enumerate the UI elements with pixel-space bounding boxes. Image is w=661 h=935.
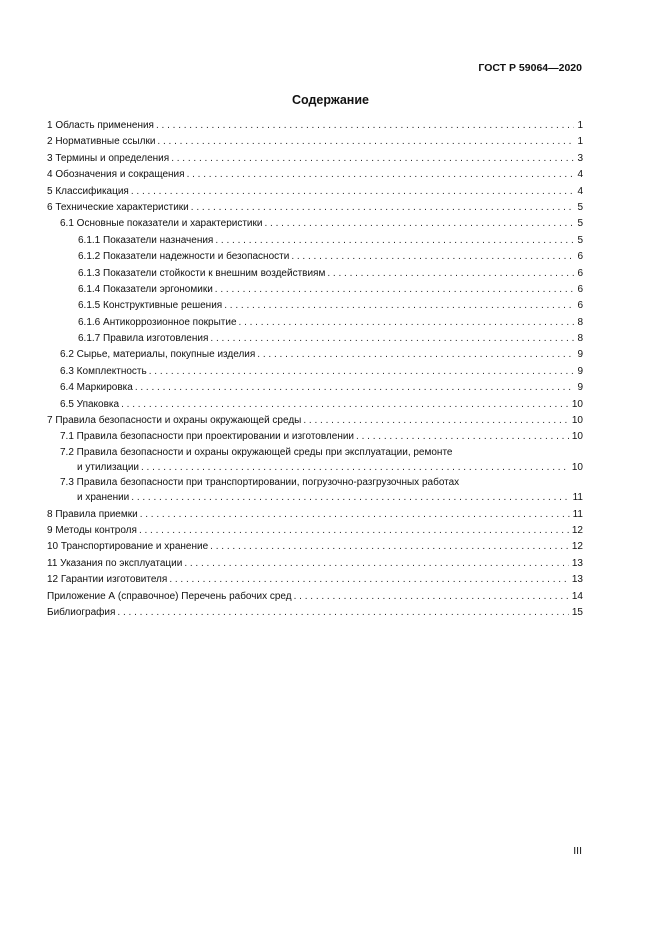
toc-entry-title: 6.1.2 Показатели надежности и безопасности (78, 249, 291, 265)
toc-entry-page: 15 (569, 605, 583, 621)
toc-entry-title: 7.1 Правила безопасности при проектировании и изготовлении (60, 429, 356, 445)
leader-dots (215, 233, 574, 249)
toc-entry-page: 5 (574, 216, 583, 232)
leader-dots (327, 266, 574, 282)
leader-dots (169, 572, 569, 588)
toc-entry-title: 6.1.1 Показатели назначения (78, 233, 215, 249)
leader-dots (210, 539, 569, 555)
toc-entry-page: 10 (569, 397, 583, 413)
toc-entry[interactable] (47, 539, 583, 555)
toc-entry[interactable] (47, 331, 583, 347)
toc-entry-title: 10 Транспортирование и хранение (47, 539, 210, 555)
leader-dots (187, 167, 575, 183)
toc-entry-page: 10 (569, 460, 583, 476)
toc-entry[interactable] (47, 572, 583, 588)
page-title: Содержание (291, 93, 369, 107)
toc-entry-title: 5 Классификация (47, 184, 131, 200)
toc-entry-title: Библиография (47, 605, 117, 621)
toc-entry[interactable] (47, 233, 583, 249)
toc-entry-title: 6.4 Маркировка (60, 380, 135, 396)
toc-entry-page: 9 (574, 347, 583, 363)
leader-dots (291, 249, 574, 265)
toc-entry-page: 10 (569, 413, 583, 429)
toc-entry-page: 5 (574, 200, 583, 216)
toc-entry-title: 7.3 Правила безопасности при транспортировании, погрузочно-разгрузочных работах (60, 477, 460, 489)
toc-entry-page: 3 (574, 151, 583, 167)
toc-entry-title: 7 Правила безопасности и охраны окружающей среды (47, 413, 303, 429)
toc-entry-title: 8 Правила приемки (47, 507, 140, 523)
toc-entry-title: 6.2 Сырье, материалы, покупные изделия (60, 347, 257, 363)
toc-entry-page: 13 (569, 556, 583, 572)
toc-entry-page: 12 (569, 523, 583, 539)
leader-dots (157, 134, 574, 150)
toc-entry-title: 11 Указания по эксплуатации (47, 556, 184, 572)
toc-entry-title: 6.1.7 Правила изготовления (78, 331, 210, 347)
toc-entry-page: 4 (574, 184, 583, 200)
leader-dots (171, 151, 574, 167)
toc-entry-title-continued: и хранении (77, 490, 131, 506)
toc-entry[interactable] (47, 507, 583, 523)
leader-dots (239, 315, 575, 331)
toc-entry[interactable] (47, 413, 583, 429)
toc-entry[interactable] (47, 266, 583, 282)
toc-entry-title: 12 Гарантии изготовителя (47, 572, 169, 588)
toc-entry-title: 4 Обозначения и сокращения (47, 167, 187, 183)
toc-entry[interactable] (47, 446, 583, 476)
toc-entry-title: 6.5 Упаковка (60, 397, 121, 413)
toc-entry[interactable] (47, 476, 583, 506)
toc-entry[interactable] (47, 167, 583, 183)
toc-entry-title: 6.1.6 Антикоррозионное покрытие (78, 315, 239, 331)
table-of-contents (47, 118, 583, 621)
toc-entry-page: 14 (569, 589, 583, 605)
leader-dots (257, 347, 574, 363)
toc-entry-page: 12 (569, 539, 583, 555)
leader-dots (131, 490, 569, 506)
toc-entry[interactable] (47, 200, 583, 216)
toc-entry[interactable] (47, 556, 583, 572)
toc-entry-title: 6.1 Основные показатели и характеристики (60, 216, 264, 232)
toc-entry-page: 1 (574, 134, 583, 150)
toc-entry-title: 6.3 Комплектность (60, 364, 149, 380)
page-number: III (573, 845, 582, 857)
document-id: ГОСТ Р 59064—2020 (478, 62, 582, 74)
leader-dots (135, 380, 575, 396)
toc-entry-page: 8 (574, 331, 583, 347)
toc-entry-title: 3 Термины и определения (47, 151, 171, 167)
toc-entry[interactable] (47, 605, 583, 621)
leader-dots (356, 429, 569, 445)
toc-entry-title: 7.2 Правила безопасности и охраны окружающей среды при эксплуатации, ремонте (60, 446, 453, 458)
toc-entry-page: 13 (569, 572, 583, 588)
toc-entry[interactable] (47, 347, 583, 363)
toc-entry-title: 6 Технические характеристики (47, 200, 191, 216)
toc-entry[interactable] (47, 429, 583, 445)
toc-entry-page: 6 (574, 249, 583, 265)
toc-entry-title: 9 Методы контроля (47, 523, 139, 539)
toc-entry[interactable] (47, 523, 583, 539)
leader-dots (156, 118, 574, 134)
toc-entry-page: 6 (574, 266, 583, 282)
toc-entry-page: 6 (574, 282, 583, 298)
toc-entry[interactable] (47, 298, 583, 314)
leader-dots (141, 460, 569, 476)
toc-entry[interactable] (47, 151, 583, 167)
toc-entry-title: 6.1.3 Показатели стойкости к внешним воздействиям (78, 266, 327, 282)
leader-dots (184, 556, 569, 572)
toc-entry-page: 11 (570, 507, 583, 523)
toc-entry-page: 9 (574, 364, 583, 380)
toc-entry[interactable] (47, 380, 583, 396)
toc-entry[interactable] (47, 397, 583, 413)
toc-entry[interactable] (47, 315, 583, 331)
leader-dots (117, 605, 568, 621)
toc-entry-page: 9 (574, 380, 583, 396)
leader-dots (264, 216, 574, 232)
toc-entry-page: 5 (574, 233, 583, 249)
toc-entry[interactable] (47, 216, 583, 232)
toc-entry[interactable] (47, 249, 583, 265)
toc-entry-title: 1 Область применения (47, 118, 156, 134)
toc-entry-page: 4 (574, 167, 583, 183)
toc-entry-page: 1 (574, 118, 583, 134)
toc-entry-title-continued: и утилизации (77, 460, 141, 476)
toc-entry[interactable] (47, 118, 583, 134)
leader-dots (140, 507, 570, 523)
leader-dots (149, 364, 575, 380)
toc-entry-title: Приложение А (справочное) Перечень рабочих сред (47, 589, 294, 605)
leader-dots (215, 282, 575, 298)
leader-dots (139, 523, 569, 539)
leader-dots (121, 397, 569, 413)
toc-entry-title: 2 Нормативные ссылки (47, 134, 157, 150)
toc-entry-page: 8 (574, 315, 583, 331)
leader-dots (224, 298, 574, 314)
leader-dots (303, 413, 569, 429)
toc-entry[interactable] (47, 364, 583, 380)
toc-entry[interactable] (47, 134, 583, 150)
toc-entry-page: 10 (569, 429, 583, 445)
leader-dots (131, 184, 575, 200)
toc-entry[interactable] (47, 184, 583, 200)
leader-dots (210, 331, 574, 347)
toc-entry-page: 6 (574, 298, 583, 314)
toc-entry-title: 6.1.5 Конструктивные решения (78, 298, 224, 314)
leader-dots (191, 200, 575, 216)
leader-dots (294, 589, 569, 605)
toc-entry-title: 6.1.4 Показатели эргономики (78, 282, 215, 298)
toc-entry[interactable] (47, 589, 583, 605)
toc-entry[interactable] (47, 282, 583, 298)
toc-entry-page: 11 (570, 490, 583, 506)
